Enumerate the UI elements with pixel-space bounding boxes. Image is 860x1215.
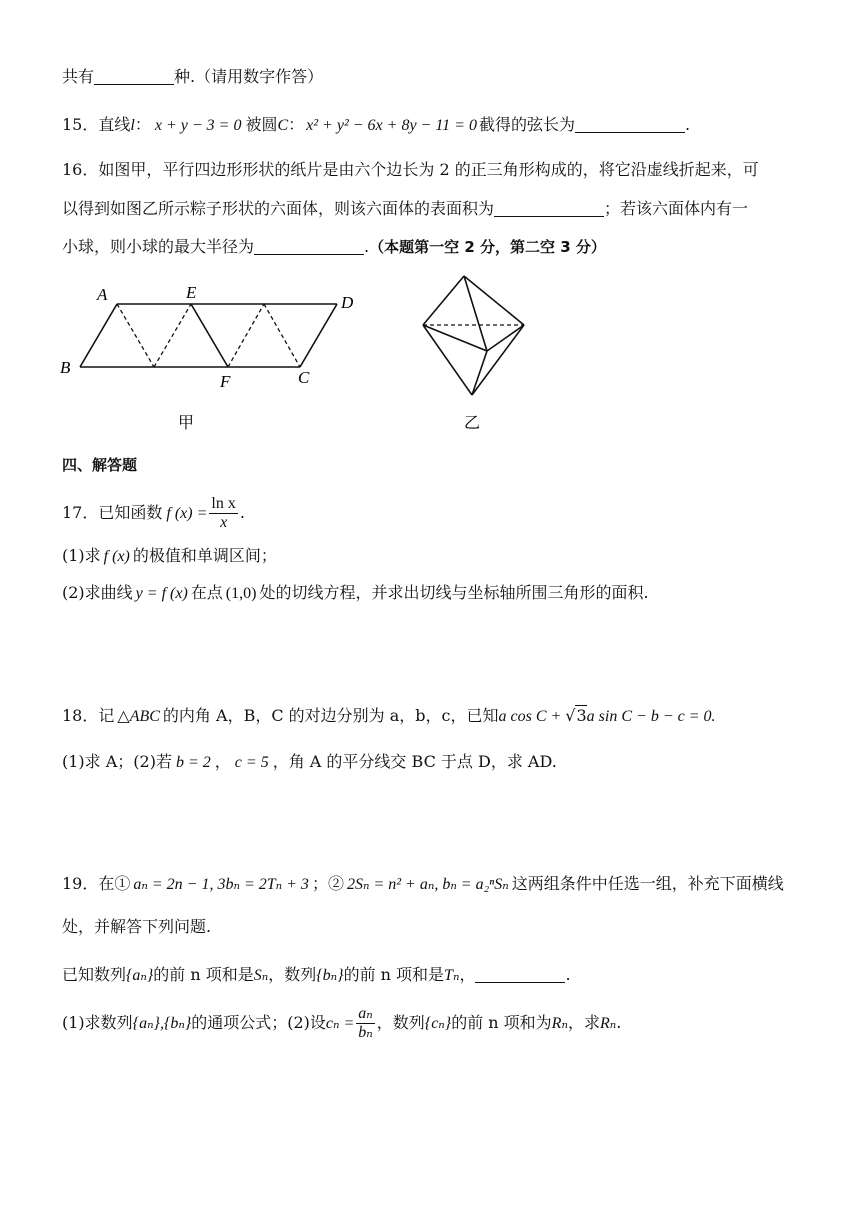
q19-text: 的前 n 项和是 <box>343 965 445 984</box>
section-heading: 四、解答题 <box>62 456 138 474</box>
label-C: C <box>298 368 310 387</box>
q18-text: ，角 A 的平分线交 BC 于点 D，求 AD. <box>272 752 557 771</box>
sequence-a: {aₙ} <box>126 967 154 984</box>
q19-text: 已知数列 <box>62 965 127 984</box>
q19-text: . <box>565 965 571 984</box>
edge <box>423 276 464 325</box>
c-definition: cₙ = <box>325 1015 355 1032</box>
figure-jia-parallelogram <box>80 304 337 367</box>
q16-text: . <box>364 237 370 256</box>
numerator: ln x <box>211 495 236 512</box>
q17-text: 处的切线方程，并求出切线与坐标轴所围三角形的面积. <box>259 583 649 602</box>
q14-text-pre: 共有 <box>62 67 95 86</box>
q19-text: (1)求数列 <box>62 1013 133 1032</box>
question-number: 15． <box>62 115 99 134</box>
q15-text: 直线 <box>98 115 131 134</box>
q17-part-1 <box>62 545 277 568</box>
label-F: F <box>220 372 231 391</box>
answer-blank-1 <box>494 200 604 217</box>
curve-equation: y = f (x) <box>135 585 188 602</box>
q17-text: (2)求曲线 <box>62 583 133 602</box>
q16-text: 以得到如图乙所示粽子形状的六面体，则该六面体的表面积为 <box>62 199 495 218</box>
sequences: {aₙ},{bₙ} <box>132 1015 192 1032</box>
q19-text: ，数列 <box>376 1013 425 1032</box>
circle-symbol: C <box>277 117 289 134</box>
circle-equation: x² + y² − 6x + 8y − 11 = 0 <box>306 117 477 134</box>
q19-line-2 <box>62 916 211 938</box>
figure-area <box>0 270 860 440</box>
function-symbol: f (x) <box>103 548 130 565</box>
q17-part-2 <box>62 582 649 605</box>
question-15 <box>62 114 690 137</box>
sum-R: Rₙ <box>551 1015 568 1032</box>
q17-text: 已知函数 <box>98 503 163 522</box>
line-equation: x + y − 3 = 0 <box>154 117 242 134</box>
question-number: 18． <box>62 706 99 725</box>
edge <box>487 325 524 351</box>
given-b: b = 2 <box>175 754 211 771</box>
q14-text-post: 种.（请用数字作答） <box>174 67 324 86</box>
q17-text: (1)求 <box>62 546 101 565</box>
q19-line-4 <box>62 1004 621 1048</box>
q19-text: . <box>616 1013 622 1032</box>
dashed-fold <box>154 304 191 367</box>
sum-S: Sₙ <box>253 967 269 984</box>
sequence-c: {cₙ} <box>424 1015 452 1032</box>
condition-2: 2Sₙ = n² + aₙ, bₙ = a₂ⁿSₙ <box>346 876 509 893</box>
sqrt-value: 3 <box>576 706 587 725</box>
q19-text: ，求 <box>567 1013 600 1032</box>
sum-R: Rₙ <box>599 1015 617 1032</box>
sum-T: Tₙ <box>444 967 460 984</box>
point: (1,0) <box>225 585 257 602</box>
line-symbol: l <box>130 117 135 134</box>
given-c: c = 5 <box>234 754 269 771</box>
equation-part: a sin C − b − c = 0. <box>586 708 716 725</box>
q19-text: ，数列 <box>268 965 317 984</box>
q16-text: 小球，则小球的最大半径为 <box>62 237 255 256</box>
q18-text: 的内角 A，B，C 的对边分别为 a，b，c，已知 <box>162 706 499 725</box>
edge <box>464 276 487 351</box>
caption-jia: 甲 <box>178 415 195 432</box>
question-18: 18．记 △ABC 的内角 A，B，C 的对边分别为 a，b，c，已知a cos C + √3a sin C − b − c = 0. <box>62 706 716 725</box>
q18-text: ， <box>214 752 231 771</box>
q16-line-2 <box>62 198 748 220</box>
q19-text: 这两组条件中任选一组，补充下面横线 <box>511 874 784 893</box>
figure-yi-hexahedron <box>423 276 524 395</box>
label-A: A <box>97 285 108 304</box>
caption-yi: 乙 <box>464 415 481 432</box>
q18-text: (1)求 A；(2)若 <box>62 752 172 771</box>
q17-text: 在点 <box>190 583 223 602</box>
q19-text: 处，并解答下列问题. <box>62 917 212 936</box>
answer-blank <box>575 116 685 133</box>
condition-1: aₙ = 2n − 1, 3bₙ = 2Tₙ + 3 <box>133 876 309 893</box>
q15-text: 被圆 <box>245 115 278 134</box>
q16-line-1 <box>62 159 759 181</box>
q15-text: ： <box>288 115 305 134</box>
edge <box>464 276 524 325</box>
q18-text: 记 <box>98 706 115 725</box>
label-B: B <box>60 358 71 377</box>
denominator: bₙ <box>358 1024 373 1041</box>
fold-line-EF <box>191 304 228 367</box>
q15-text: . <box>684 115 691 134</box>
q15-text: 截得的弦长为 <box>478 115 575 134</box>
edge <box>472 351 487 395</box>
q17-text: . <box>239 503 245 522</box>
fraction <box>356 1005 374 1042</box>
figure-jia-dashed-folds <box>117 304 300 367</box>
q19-text: ， <box>459 965 476 984</box>
edge <box>472 325 524 395</box>
q16-text: ；若该六面体内有一 <box>604 199 749 218</box>
triangle-symbol: △ABC <box>117 708 160 725</box>
equation-part: a cos C + <box>498 708 566 725</box>
label-D: D <box>341 293 354 312</box>
numerator: aₙ <box>358 1005 373 1022</box>
q19-text: ；② <box>311 874 344 893</box>
dashed-fold <box>264 304 300 367</box>
dashed-fold <box>228 304 264 367</box>
q19-text: 在① <box>98 874 131 893</box>
question-number: 17． <box>62 503 99 522</box>
label-E: E <box>186 283 197 302</box>
dashed-fold <box>117 304 154 367</box>
q14-tail <box>62 66 323 88</box>
question-number: 19． <box>62 874 99 893</box>
q19-line-3 <box>62 964 571 987</box>
sequence-b: {bₙ} <box>316 967 344 984</box>
q19-text: 的前 n 项和为 <box>451 1013 552 1032</box>
q15-text: ： <box>134 115 151 134</box>
denominator: x <box>220 514 228 531</box>
q19-text: 的前 n 项和是 <box>153 965 254 984</box>
score-note: （本题第一空 2 分，第二空 3 分） <box>369 238 606 256</box>
question-17 <box>62 494 245 534</box>
q18-parts <box>62 751 557 774</box>
q16-text: 16．如图甲，平行四边形形状的纸片是由六个边长为 2 的正三角形构成的，将它沿虚线折起来，可 <box>62 160 759 179</box>
q17-text: 的极值和单调区间； <box>132 546 277 565</box>
answer-blank-2 <box>254 238 364 255</box>
answer-blank <box>475 966 565 983</box>
edge-AB <box>80 304 117 367</box>
q16-line-3 <box>62 236 606 258</box>
question-19 <box>62 873 784 896</box>
edge-DC <box>300 304 337 367</box>
function-lhs: f (x) = <box>166 505 208 522</box>
answer-blank <box>94 68 174 85</box>
q19-text: 的通项公式；(2)设 <box>191 1013 326 1032</box>
fraction <box>209 495 237 532</box>
